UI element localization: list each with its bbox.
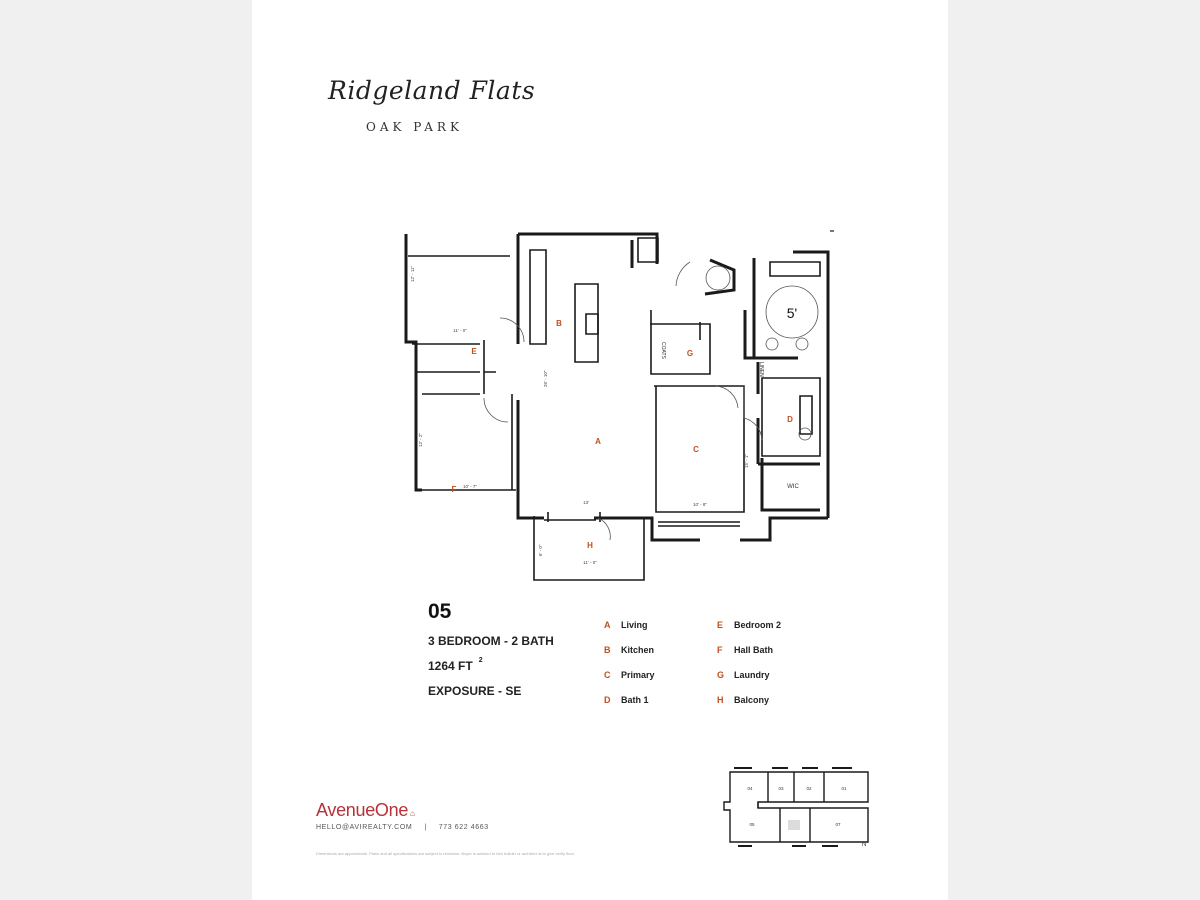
- room-label-f: F: [451, 485, 457, 494]
- brand-name: Ridgeland Flats: [328, 76, 536, 105]
- flyer-page: [252, 0, 948, 900]
- floor-plan: [400, 222, 840, 582]
- wic-label: WIC: [787, 484, 799, 490]
- legend-label: Laundry: [734, 670, 770, 680]
- room-label-e: E: [471, 347, 477, 356]
- legend-item: [717, 695, 769, 705]
- legend-letter: E: [717, 620, 724, 630]
- dim-living-width: 13': [583, 500, 589, 505]
- keyplan-unit: 07: [835, 822, 841, 827]
- interior-walls: [408, 238, 820, 580]
- legend-item: [604, 620, 648, 630]
- coats-label: COATS: [660, 342, 666, 359]
- room-label-b: B: [556, 319, 562, 328]
- dim-bed3-width: 10' - 7": [463, 484, 477, 489]
- dim-bed2-depth: 12' - 11": [410, 265, 415, 282]
- legend-item: [604, 670, 655, 680]
- dim-primary-width: 10' - 8": [693, 502, 707, 507]
- unit-area-value: 1264 FT: [428, 659, 473, 673]
- room-label-a: A: [595, 437, 601, 446]
- legend-item: [604, 645, 654, 655]
- contact-email[interactable]: HELLO@AVIREALTY.COM: [316, 824, 413, 831]
- unit-number: 05: [428, 600, 452, 623]
- legend-label: Kitchen: [621, 645, 655, 655]
- turning-circle-label: 5': [786, 305, 798, 321]
- keyplan-highlight: [788, 820, 800, 830]
- building-key-plan: [722, 766, 872, 850]
- unit-area: [428, 659, 483, 673]
- dim-balcony-width: 11' - 0": [583, 560, 597, 565]
- legend-letter: F: [717, 645, 723, 655]
- legend-label: Hall Bath: [734, 645, 774, 655]
- legend-letter: C: [604, 670, 611, 680]
- room-label-c: C: [693, 445, 699, 454]
- legend-item: [717, 670, 770, 680]
- company-logo: [316, 800, 415, 821]
- legend-letter: A: [604, 620, 611, 630]
- north-arrow: N: [862, 842, 867, 848]
- disclaimer-text: Dimensions are approximate. Plans and all specifications are subject to revisions. Buyer is advised to hire builder or architect at to give verify floor.: [316, 851, 575, 856]
- exterior-walls: [406, 234, 828, 540]
- room-label-g: G: [686, 349, 694, 358]
- legend-item: [604, 695, 649, 705]
- legend-letter: B: [604, 645, 611, 655]
- legend-letter: H: [717, 695, 724, 705]
- contact-line: [316, 824, 489, 831]
- keyplan-unit: 04: [747, 786, 753, 791]
- dim-living-depth: 26' - 10": [543, 370, 548, 387]
- dim-bed2-width: 11' - 0": [453, 328, 467, 333]
- dim-primary-depth: 15' - 1": [744, 454, 749, 468]
- keyplan-unit: 05: [749, 822, 755, 827]
- unit-exposure: EXPOSURE - SE: [428, 684, 522, 698]
- brand-location: OAK PARK: [366, 120, 463, 134]
- keyplan-unit: 03: [778, 786, 784, 791]
- dim-bed3-depth: 12' - 2": [418, 433, 423, 447]
- linen-label: LINEN: [758, 362, 764, 377]
- legend-label: Bedroom 2: [734, 620, 782, 630]
- legend-label: Bath 1: [621, 695, 649, 705]
- contact-phone[interactable]: 773 622 4663: [438, 824, 489, 831]
- room-label-h: H: [587, 541, 593, 550]
- legend-label: Living: [621, 620, 648, 630]
- legend-item: [717, 645, 773, 655]
- legend-label: Balcony: [734, 695, 770, 705]
- logo-text: AvenueOne: [316, 800, 409, 820]
- dim-balcony-depth: 6' - 0": [538, 544, 543, 556]
- unit-layout: 3 BEDROOM - 2 BATH: [428, 634, 554, 648]
- keyplan-unit: 01: [841, 786, 847, 791]
- room-label-d: D: [787, 415, 793, 424]
- legend-item: [717, 620, 781, 630]
- keyplan-unit: 02: [806, 786, 812, 791]
- home-icon: ⌂: [410, 809, 415, 818]
- unit-area-superscript: 2: [478, 657, 483, 664]
- legend-label: Primary: [621, 670, 655, 680]
- contact-separator: |: [424, 824, 427, 831]
- legend-letter: G: [717, 670, 725, 680]
- legend-letter: D: [604, 695, 611, 705]
